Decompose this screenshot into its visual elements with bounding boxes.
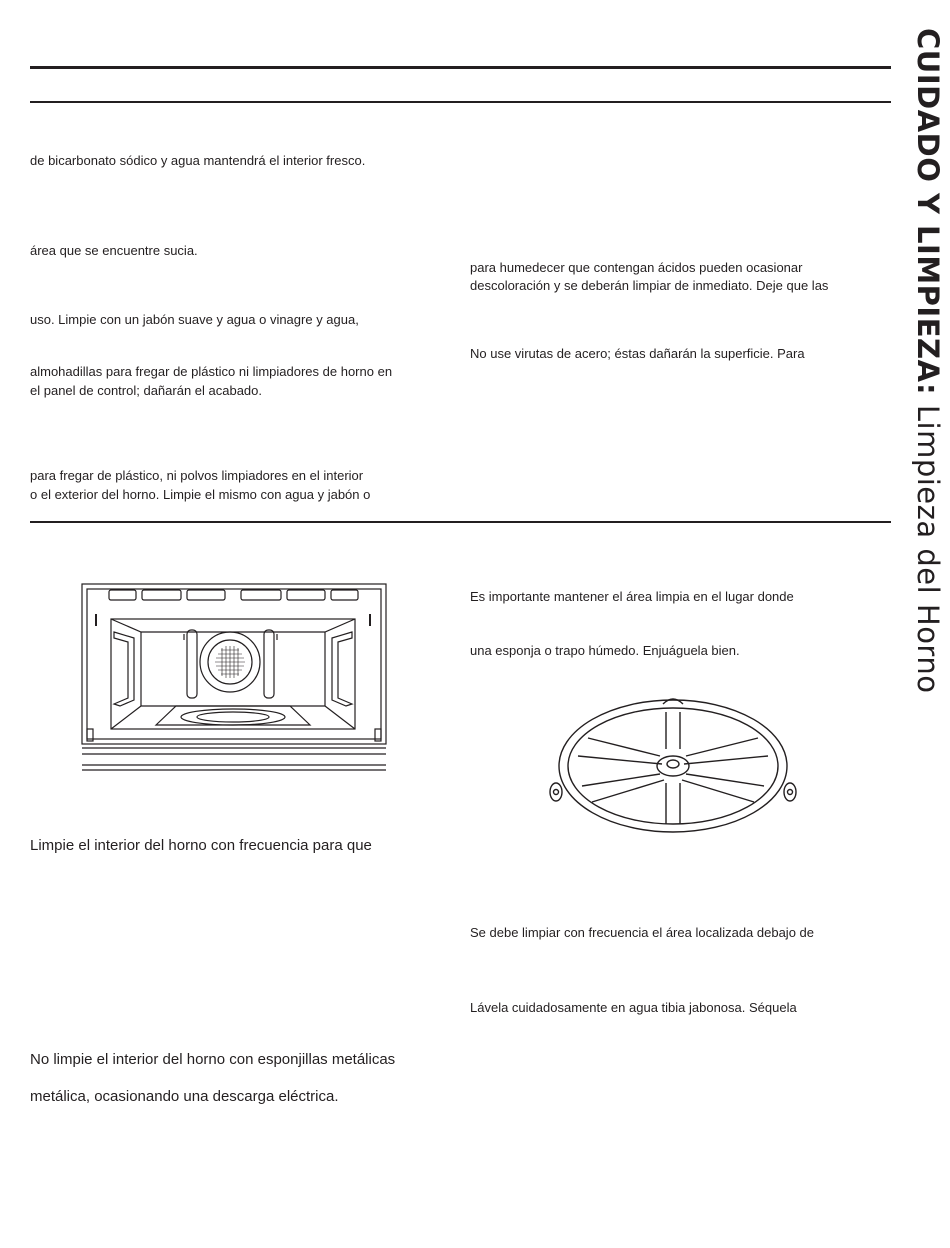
paragraph-line: para humedecer que contengan ácidos pueden ocasionar xyxy=(470,260,803,275)
section-title-bold: CUIDADO Y LIMPIEZA: xyxy=(911,28,945,396)
paragraph-line: No use virutas de acero; éstas dañarán la superficie. Para xyxy=(470,346,805,361)
paragraph-line: para fregar de plástico, ni polvos limpiadores en el interior xyxy=(30,468,364,483)
top-rule-thick xyxy=(30,66,891,69)
section-sidebar xyxy=(906,28,946,694)
oven-interior-illustration xyxy=(78,582,390,772)
section-title-light: Limpieza del Horno xyxy=(911,395,945,694)
middle-rule xyxy=(30,521,891,523)
paragraph-line: área que se encuentre sucia. xyxy=(30,243,198,258)
paragraph-line: uso. Limpie con un jabón suave y agua o vinagre y agua, xyxy=(30,312,359,327)
paragraph-line: o el exterior del horno. Limpie el mismo con agua y jabón o xyxy=(30,487,371,502)
paragraph-line: Limpie el interior del horno con frecuencia para que xyxy=(30,837,372,854)
paragraph-line: Se debe limpiar con frecuencia el área localizada debajo de xyxy=(470,925,814,940)
top-rule-thin xyxy=(30,101,891,103)
turntable-support-illustration xyxy=(548,694,798,838)
paragraph-line: de bicarbonato sódico y agua mantendrá el interior fresco. xyxy=(30,153,366,168)
paragraph-line: No limpie el interior del horno con esponjillas metálicas xyxy=(30,1051,396,1068)
paragraph-line: una esponja o trapo húmedo. Enjuáguela bien. xyxy=(470,643,740,658)
paragraph-line: Es importante mantener el área limpia en el lugar donde xyxy=(470,589,794,604)
paragraph-line: descoloración y se deberán limpiar de inmediato. Deje que las xyxy=(470,278,829,293)
paragraph-line: Lávela cuidadosamente en agua tibia jabonosa. Séquela xyxy=(470,1000,797,1015)
section-title xyxy=(910,28,946,693)
paragraph-line: el panel de control; dañarán el acabado. xyxy=(30,383,263,398)
paragraph-line: metálica, ocasionando una descarga eléctrica. xyxy=(30,1088,339,1105)
paragraph-line: almohadillas para fregar de plástico ni limpiadores de horno en xyxy=(30,364,393,379)
